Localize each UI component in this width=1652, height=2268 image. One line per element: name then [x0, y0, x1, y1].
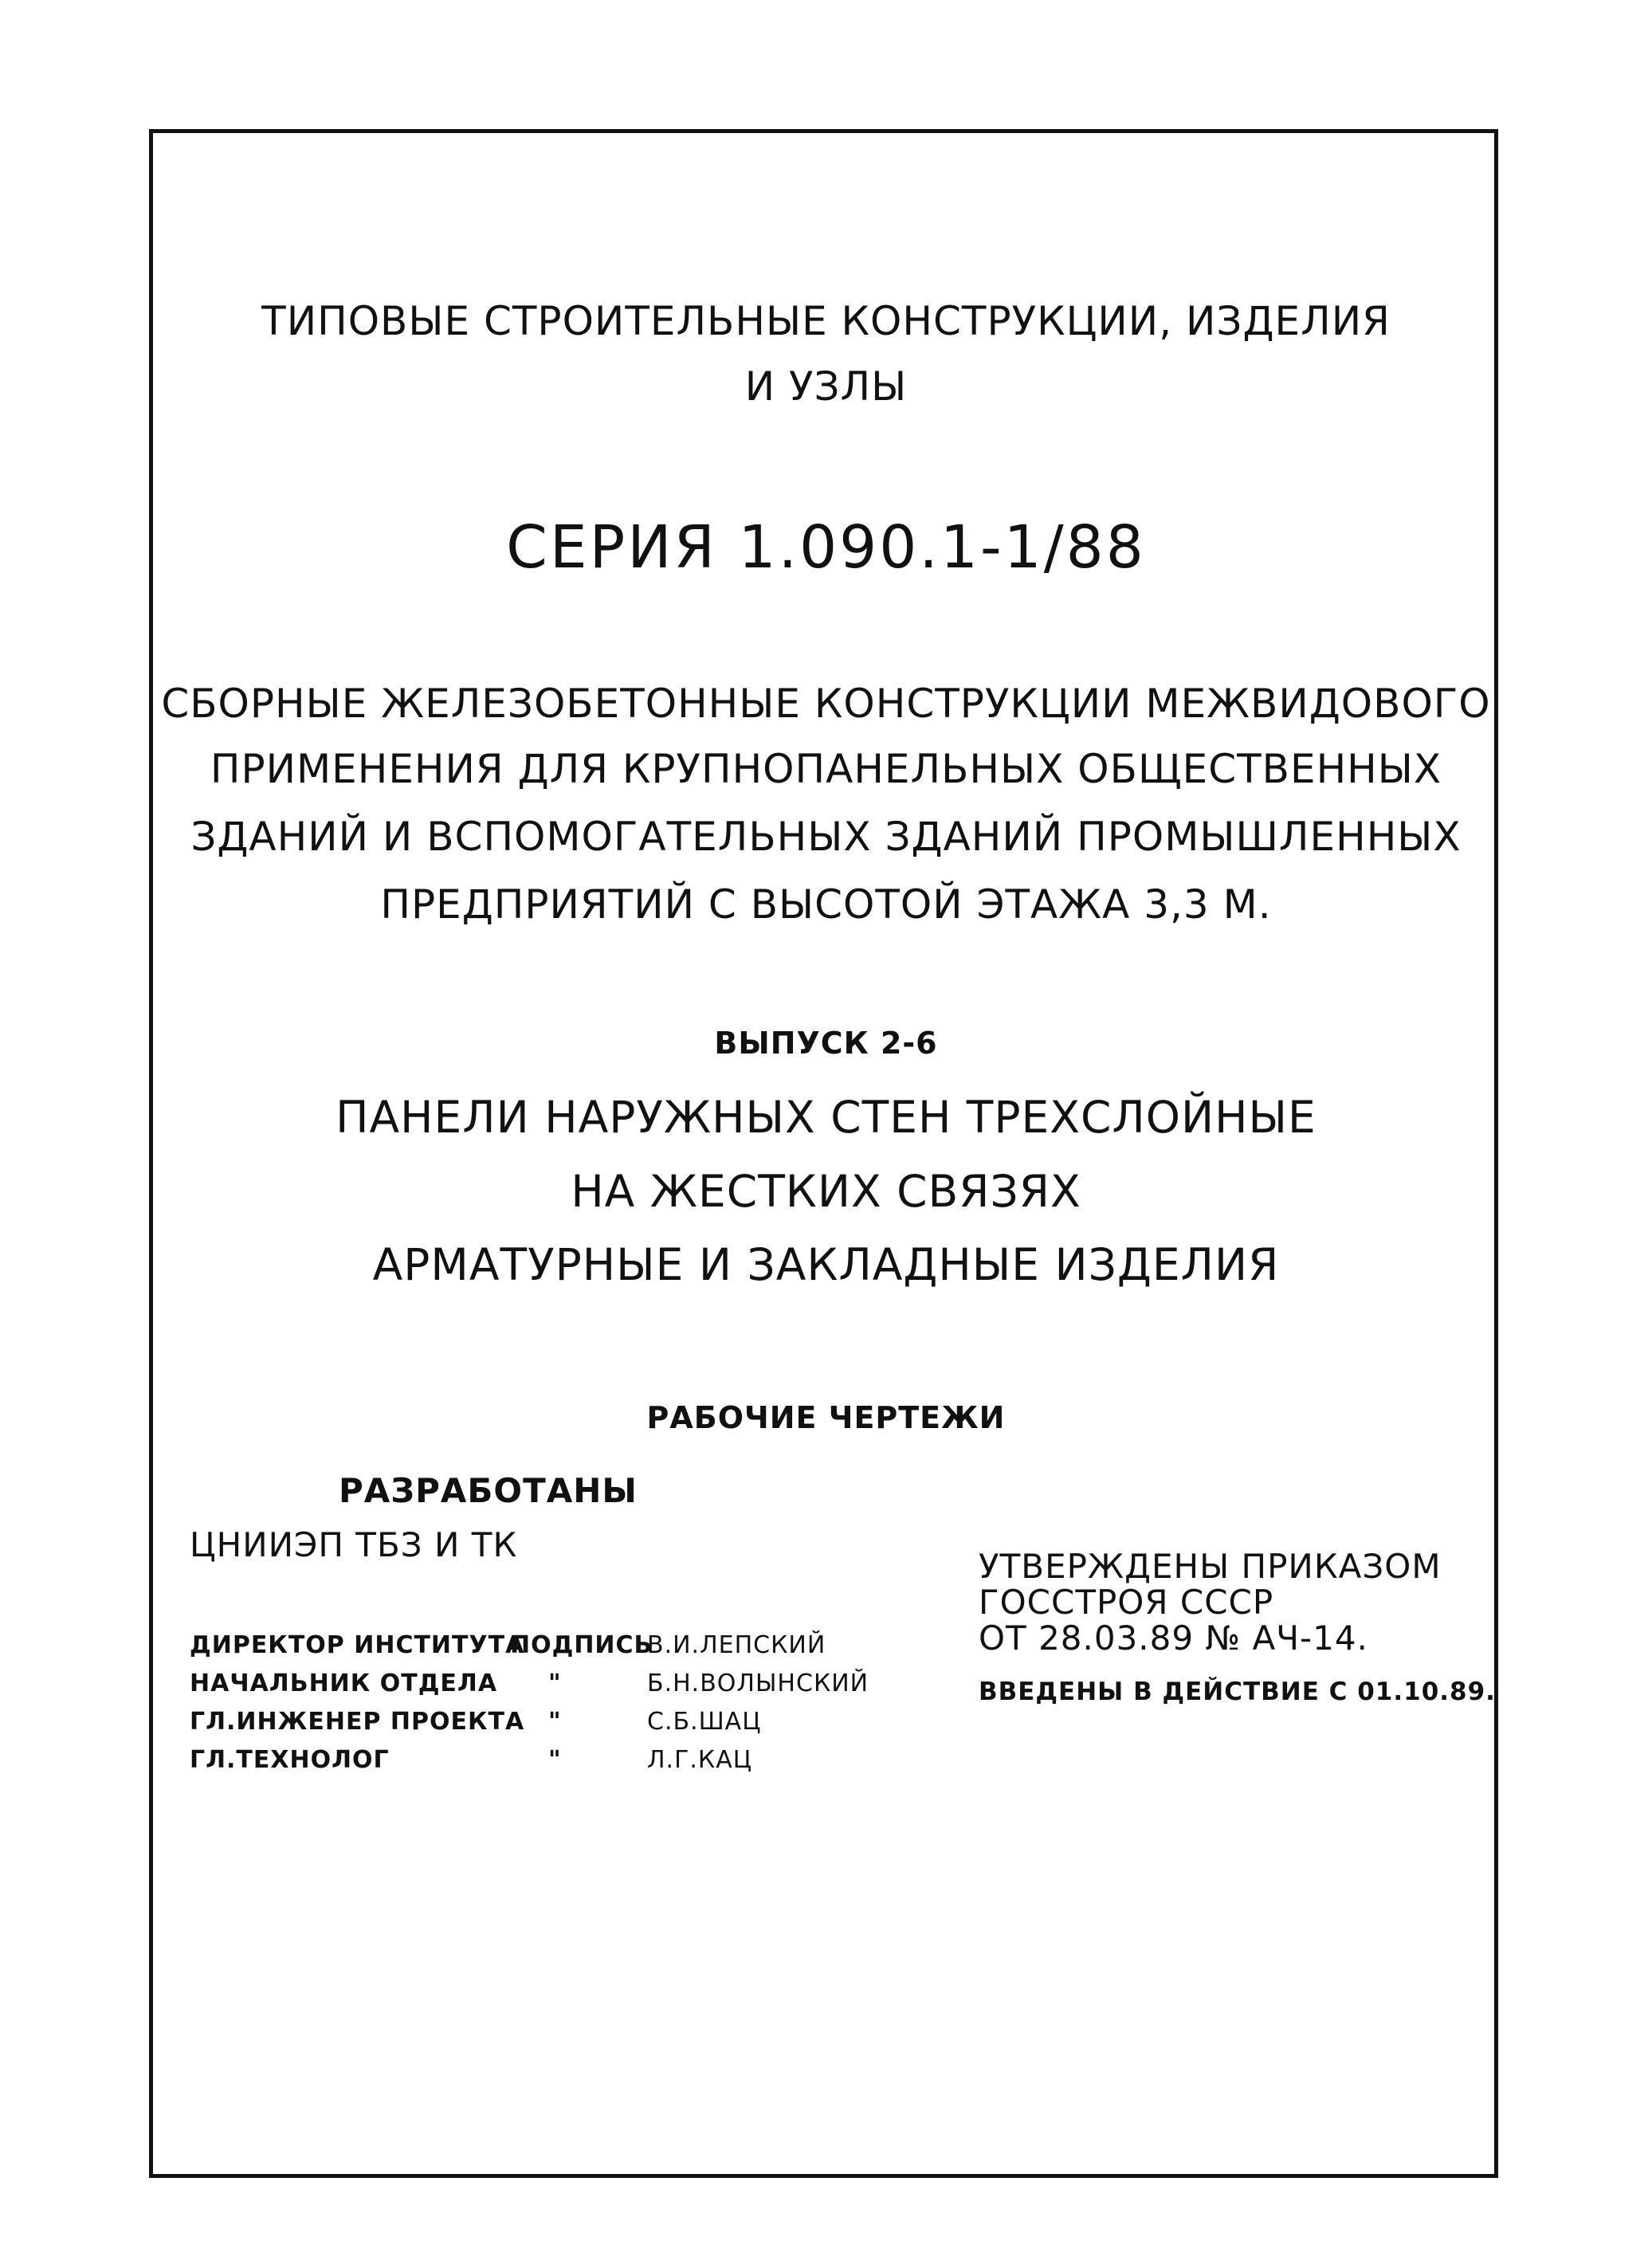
effective-date: ВВЕДЕНЫ В ДЕЙСТВИЕ С 01.10.89.	[979, 1677, 1496, 1706]
signature-position: ГЛ.ТЕХНОЛОГ	[190, 1746, 390, 1774]
signature-position: ДИРЕКТОР ИНСТИТУТА	[190, 1631, 525, 1659]
signature-mark: "	[548, 1746, 562, 1774]
signature-position: НАЧАЛЬНИК ОТДЕЛА	[190, 1670, 498, 1697]
subtitle-line-1: СБОРНЫЕ ЖЕЛЕЗОБЕТОННЫЕ КОНСТРУКЦИИ МЕЖВИДОВОГО	[161, 681, 1491, 727]
page-border	[149, 129, 1498, 2178]
issue-title-3: АРМАТУРНЫЕ И ЗАКЛАДНЫЕ ИЗДЕЛИЯ	[372, 1239, 1280, 1290]
subtitle-line-4: ПРЕДПРИЯТИЙ С ВЫСОТОЙ ЭТАЖА 3,3 М.	[380, 881, 1272, 928]
subtitle-line-3: ЗДАНИЙ И ВСПОМОГАТЕЛЬНЫХ ЗДАНИЙ ПРОМЫШЛЕННЫХ	[190, 814, 1462, 860]
issue-title-1: ПАНЕЛИ НАРУЖНЫХ СТЕН ТРЕХСЛОЙНЫЕ	[336, 1092, 1316, 1143]
developed-label: РАЗРАБОТАНЫ	[339, 1471, 638, 1510]
approved-line-2: ГОССТРОЯ СССР	[979, 1583, 1274, 1622]
signature-mark: "	[548, 1708, 562, 1736]
series-title: СЕРИЯ 1.090.1-1/88	[506, 513, 1146, 582]
subtitle-line-2: ПРИМЕНЕНИЯ ДЛЯ КРУПНОПАНЕЛЬНЫХ ОБЩЕСТВЕННЫХ	[210, 746, 1442, 792]
approved-line-1: УТВЕРЖДЕНЫ ПРИКАЗОМ	[979, 1547, 1442, 1586]
signature-position: ГЛ.ИНЖЕНЕР ПРОЕКТА	[190, 1708, 525, 1736]
signature-name: С.Б.ШАЦ	[647, 1708, 762, 1736]
signature-name: Б.Н.ВОЛЫНСКИЙ	[647, 1670, 869, 1697]
work-drawings-label: РАБОЧИЕ ЧЕРТЕЖИ	[646, 1400, 1006, 1435]
header-line-2: И УЗЛЫ	[744, 363, 908, 410]
issue-title-2: НА ЖЕСТКИХ СВЯЗЯХ	[571, 1166, 1081, 1217]
header-line-1: ТИПОВЫЕ СТРОИТЕЛЬНЫЕ КОНСТРУКЦИИ, ИЗДЕЛИЯ	[261, 298, 1391, 344]
issue-label: ВЫПУСК 2-6	[714, 1026, 938, 1061]
signature-name: В.И.ЛЕПСКИЙ	[647, 1631, 826, 1659]
approved-line-3: ОТ 28.03.89 № АЧ-14.	[979, 1619, 1368, 1658]
signature-mark: ПОДПИСЬ	[510, 1631, 653, 1659]
developer-organization: ЦНИИЭП ТБЗ И ТК	[190, 1525, 518, 1564]
signature-mark: "	[548, 1670, 562, 1697]
signature-name: Л.Г.КАЦ	[647, 1746, 753, 1774]
